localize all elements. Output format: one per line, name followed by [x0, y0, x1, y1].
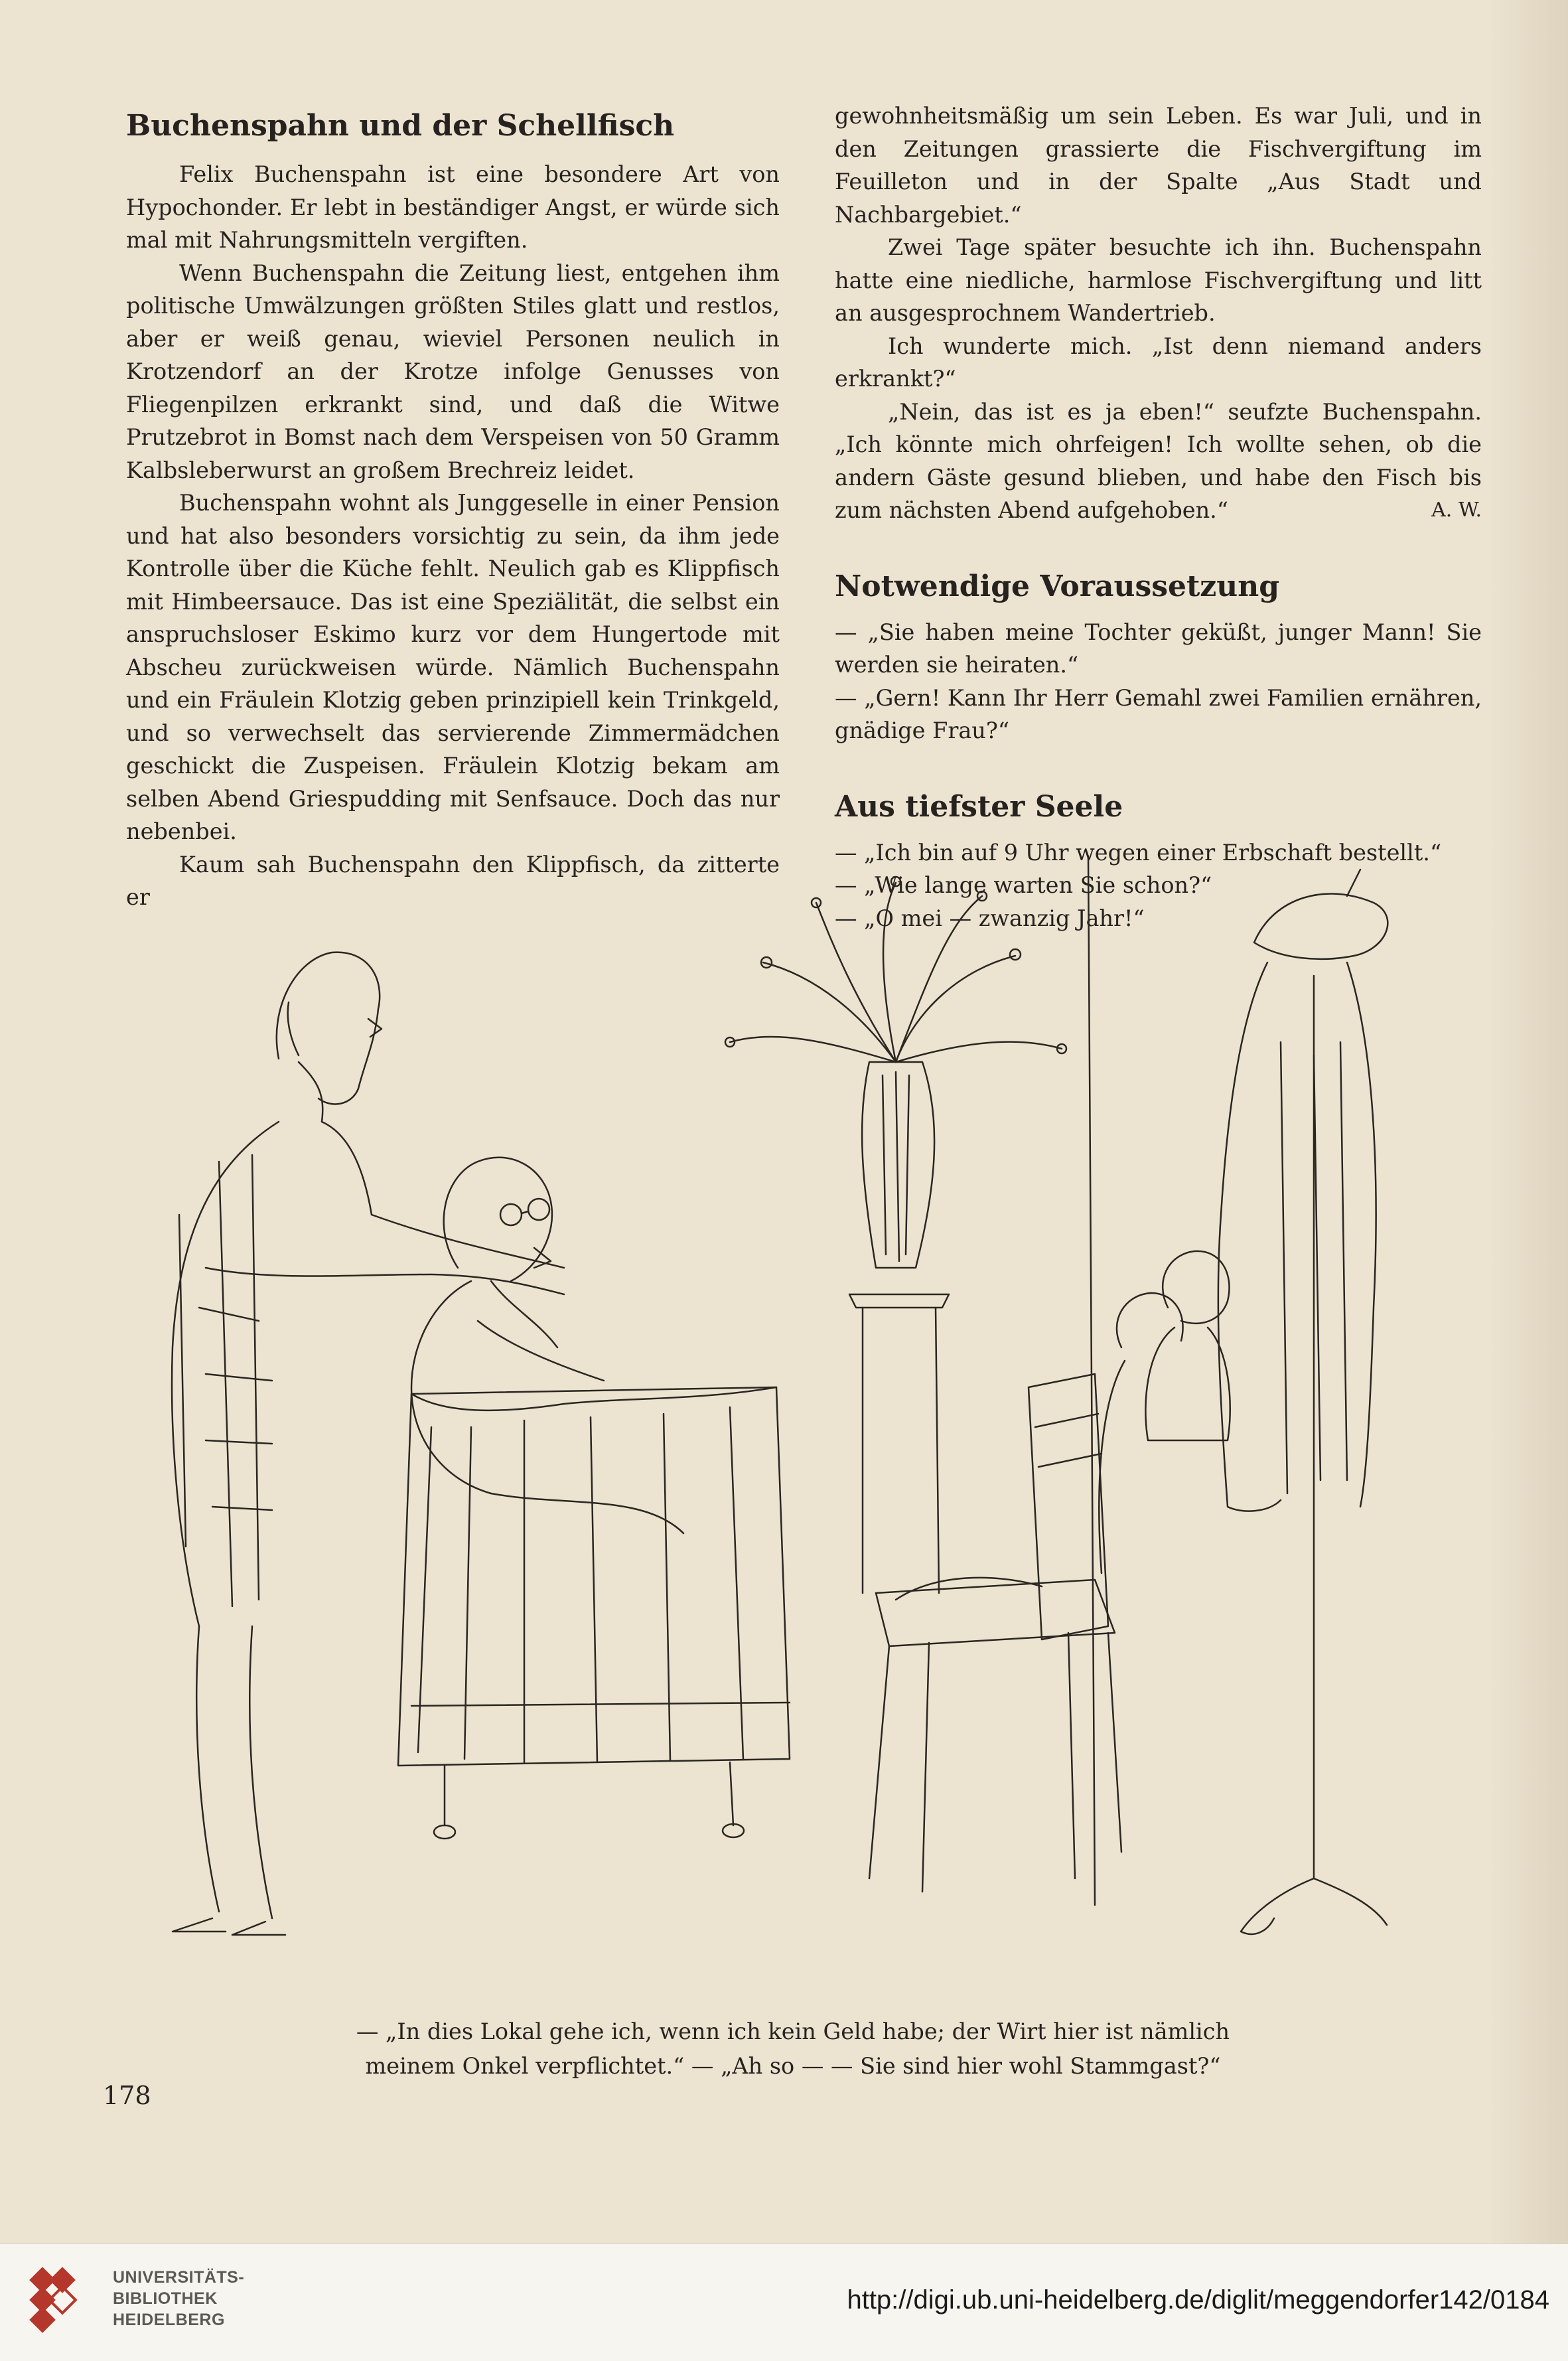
paragraph: Ich wunderte mich. „Ist denn niemand anders erkrankt?“: [835, 333, 1482, 392]
dialog-line: — „Ich bin auf 9 Uhr wegen einer Erbschaft bestellt.“: [835, 839, 1442, 866]
coat-rack-drawing: [1218, 870, 1388, 1934]
dialog-line: — „O mei — zwanzig Jahr!“: [835, 905, 1145, 931]
paragraph-continuation: gewohnheitsmäßig um sein Leben. Es war Juli, und in den Zeitungen grassierte die Fischvergiftung im Feuilleton und in der Spalte „Aus Stadt und Nachbargebiet.“: [835, 103, 1482, 228]
library-name-line: BIBLIOTHEK: [113, 2289, 218, 2308]
page-number: 178: [103, 2081, 151, 2110]
child-figure: [1145, 1251, 1230, 1440]
waitress-figure: [1099, 1293, 1182, 1573]
paragraph: [835, 396, 1482, 527]
table-drawing: [398, 1387, 790, 1839]
paragraph: Zwei Tage später besuchte ich ihn. Buchenspahn hatte eine niedliche, harmlose Fischvergiftung und litt an ausgesprochnem Wandertrieb.: [835, 234, 1482, 326]
paragraph: Felix Buchenspahn ist eine besondere Art von Hypochonder. Er lebt in beständiger Angst, er würde sich mal mit Nahrungsmitteln vergiften.: [126, 161, 780, 253]
illustration-caption: [100, 2015, 1486, 2084]
dialog-line: — „Wie lange warten Sie schon?“: [835, 872, 1212, 898]
left-column: [126, 100, 780, 914]
library-name: [113, 2267, 244, 2330]
caption-line: meinem Onkel verpflichtet.“ — „Ah so — — Sie sind hier wohl Stammgast?“: [365, 2053, 1221, 2079]
author-signature: A. W.: [1431, 498, 1482, 522]
footer-bar: [0, 2244, 1568, 2361]
source-url-link[interactable]: http://digi.ub.uni-heidelberg.de/diglit/meggendorfer142/0184: [847, 2285, 1549, 2315]
chair-drawing: [869, 1374, 1121, 1892]
restaurant-illustration: [100, 843, 1486, 2011]
dialog-line: — „Gern! Kann Ihr Herr Gemahl zwei Familien ernähren, gnädige Frau?“: [835, 684, 1482, 743]
article-heading: Buchenspahn und der Schellfisch: [126, 109, 675, 143]
caption-line: — „In dies Lokal gehe ich, wenn ich kein Geld habe; der Wirt hier ist nämlich: [356, 2018, 1230, 2044]
seated-man-figure: [411, 1158, 683, 1533]
paragraph: Buchenspahn wohnt als Junggeselle in einer Pension und hat also besonders vorsichtig zu sein, da ihm jede Kontrolle über die Küche fehlt. Neulich gab es Klippfisch mit Himbeersauce. Das ist eine Speziälität, die selbst ein anspruchsloser Eskimo kurz vor dem Hungertode mit Abscheu zurückweisen würde. Nämlich Buchenspahn und ein Fräulein Klotzig geben prinzipiell kein Trinkgeld, und so verwechselt das servierende Zimmermädchen geschickt die Zuspeisen. Fräulein Klotzig bekam am selben Abend Griespudding mit Senfsauce. Doch das nur nebenbei.: [126, 490, 780, 844]
paragraph: Kaum sah Buchenspahn den Klippfisch, da zitterte er: [126, 851, 780, 910]
library-name-line: HEIDELBERG: [113, 2311, 225, 2329]
paragraph: Wenn Buchenspahn die Zeitung liest, entgehen ihm politische Umwälzungen größten Stiles glatt und restlos, aber er weiß genau, wieviel Personen neulich in Krotzendorf an der Krotze infolge Genusses von Fliegenpilzen erkrankt sind, und daß die Witwe Prutzebrot in Bomst nach dem Verspeisen von 50 Gramm Kalbsleberwurst an großem Brechreiz leidet.: [126, 260, 780, 483]
paragraph-text: „Nein, das ist es ja eben!“ seufzte Buchenspahn. „Ich könnte mich ohrfeigen! Ich wollte sehen, ob die andern Gäste gesund blieben, und habe den Fisch bis zum nächsten Abend aufgehoben.“: [835, 398, 1482, 523]
page-edge-shadow: [1488, 0, 1568, 2244]
flower-vase-drawing: [725, 877, 1066, 1593]
dialog-line: — „Sie haben meine Tochter geküßt, junger Mann! Sie werden sie heiraten.“: [835, 619, 1482, 678]
pole-line: [1088, 856, 1095, 1905]
right-column: [835, 100, 1482, 935]
standing-man-figure: [172, 952, 564, 1935]
section-heading: Aus tiefster Seele: [835, 789, 1123, 824]
section-heading: Notwendige Voraussetzung: [835, 569, 1280, 603]
library-name-line: UNIVERSITÄTS-: [113, 2268, 245, 2287]
university-library-logo-icon: [27, 2264, 100, 2337]
